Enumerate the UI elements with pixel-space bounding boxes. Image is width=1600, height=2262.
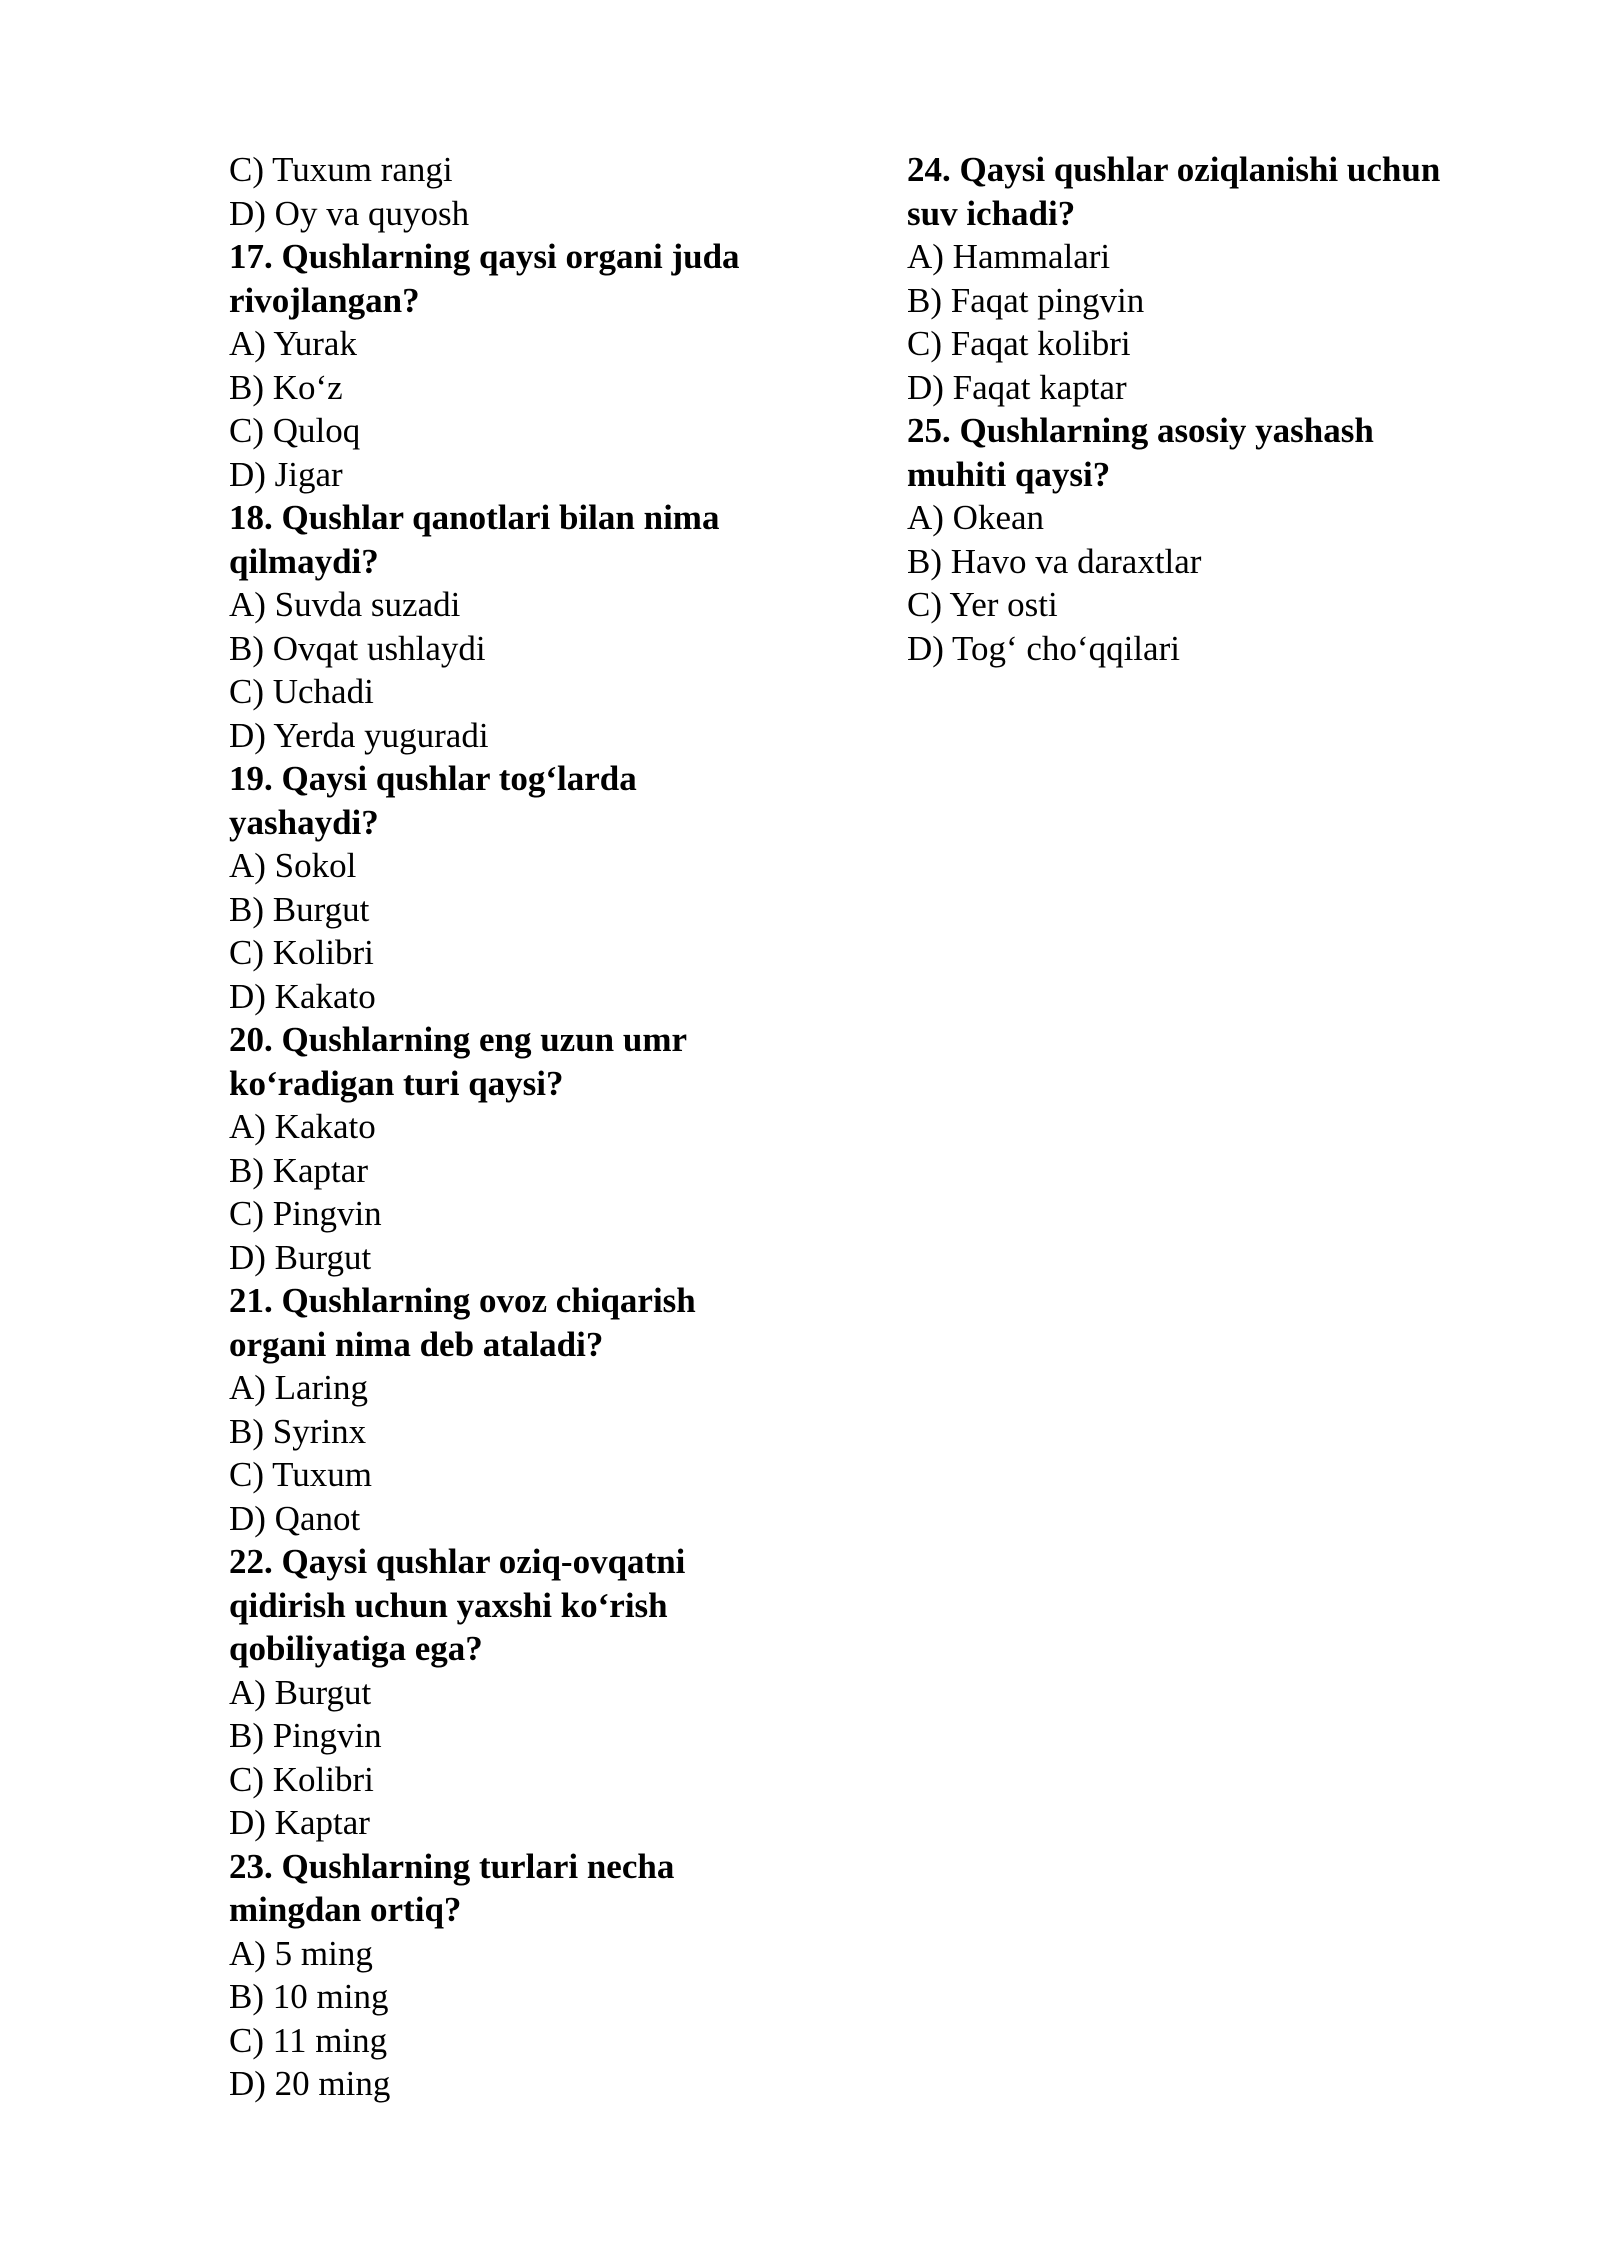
question-text: 25. Qushlarning asosiy yashash: [907, 411, 1374, 450]
answer-option: C) Tuxum: [229, 1455, 372, 1494]
answer-option: B) Pingvin: [229, 1716, 382, 1755]
answer-option: A) Okean: [907, 498, 1045, 537]
answer-option: D) Kakato: [229, 976, 376, 1016]
answer-option: B) Koʻz: [229, 367, 343, 407]
answer-option: A) Sokol: [229, 846, 357, 885]
answer-option: C) Pingvin: [229, 1194, 382, 1233]
answer-option: D) Jigar: [229, 454, 343, 494]
answer-option: D) Yerda yuguradi: [229, 715, 489, 755]
answer-option: A) Kakato: [229, 1107, 376, 1146]
answer-option: D) Togʻ choʻqqilari: [907, 628, 1180, 668]
answer-option: A) Yurak: [229, 324, 357, 363]
question-text: qilmaydi?: [229, 541, 379, 581]
question-text: 24. Qaysi qushlar oziqlanishi uchun: [907, 150, 1441, 189]
right-column: [907, 148, 1517, 670]
answer-option: A) Burgut: [229, 1672, 372, 1712]
answer-option: D) 20 ming: [229, 2064, 391, 2103]
question-text: organi nima deb ataladi?: [229, 1324, 604, 1364]
answer-option: B) Faqat pingvin: [907, 280, 1145, 320]
answer-option: D) Faqat kaptar: [907, 367, 1127, 407]
question-text: koʻradigan turi qaysi?: [229, 1063, 564, 1103]
answer-option: D) Kaptar: [229, 1803, 370, 1842]
answer-option: C) Kolibri: [229, 933, 374, 972]
question-text: suv ichadi?: [907, 193, 1076, 233]
question-text: 18. Qushlar qanotlari bilan nima: [229, 498, 720, 537]
answer-option: A) Laring: [229, 1368, 368, 1407]
question-text: qidirish uchun yaxshi koʻrish: [229, 1585, 668, 1625]
answer-option: B) Burgut: [229, 889, 370, 929]
answer-option: C) Uchadi: [229, 672, 374, 711]
answer-option: C) Quloq: [229, 411, 361, 450]
answer-option: D) Oy va quyosh: [229, 193, 470, 233]
answer-option: C) 11 ming: [229, 2020, 388, 2060]
question-text: 17. Qushlarning qaysi organi juda: [229, 237, 740, 276]
answer-option: B) Kaptar: [229, 1150, 368, 1190]
question-text: 20. Qushlarning eng uzun umr: [229, 1020, 688, 1059]
question-text: 19. Qaysi qushlar togʻlarda: [229, 759, 637, 798]
answer-option: D) Burgut: [229, 1237, 372, 1277]
answer-option: D) Qanot: [229, 1498, 361, 1538]
question-text: 22. Qaysi qushlar oziq-ovqatni: [229, 1542, 686, 1581]
question-text: muhiti qaysi?: [907, 454, 1111, 494]
answer-option: A) 5 ming: [229, 1933, 373, 1973]
answer-option: A) Suvda suzadi: [229, 585, 461, 624]
question-text: 21. Qushlarning ovoz chiqarish: [229, 1281, 696, 1320]
question-text: mingdan ortiq?: [229, 1890, 462, 1929]
question-text: 23. Qushlarning turlari necha: [229, 1846, 675, 1886]
answer-option: B) Ovqat ushlaydi: [229, 628, 486, 668]
answer-option: C) Faqat kolibri: [907, 324, 1131, 363]
answer-option: B) Syrinx: [229, 1411, 367, 1451]
answer-option: C) Kolibri: [229, 1759, 374, 1799]
left-column: [229, 148, 839, 2106]
answer-option: A) Hammalari: [907, 237, 1111, 276]
answer-option: C) Tuxum rangi: [229, 150, 453, 189]
question-text: qobiliyatiga ega?: [229, 1629, 483, 1668]
question-text: yashaydi?: [229, 802, 379, 842]
question-text: rivojlangan?: [229, 280, 420, 320]
answer-option: C) Yer osti: [907, 585, 1058, 624]
answer-option: B) 10 ming: [229, 1977, 389, 2016]
answer-option: B) Havo va daraxtlar: [907, 541, 1202, 581]
